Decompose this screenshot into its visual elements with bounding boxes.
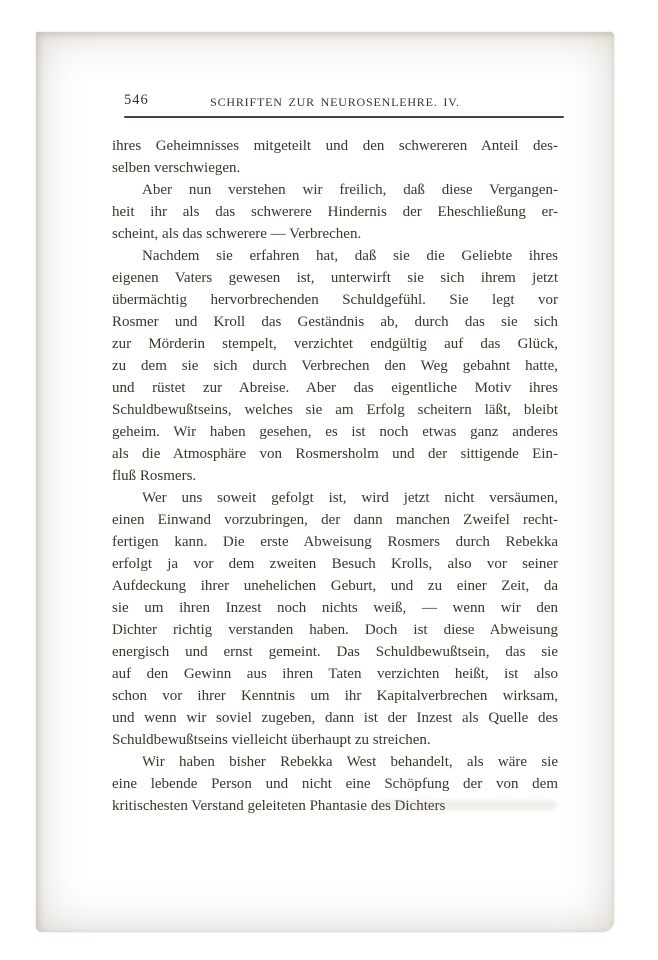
text-line: schon vor ihrer Kenntnis um ihr Kapitalverbrechen wirksam, [112, 688, 558, 704]
text-line: Nachdem sie erfahren hat, daß sie die Geliebte ihres [142, 248, 558, 264]
book-page [36, 32, 614, 932]
text-line: Wer uns soweit gefolgt ist, wird jetzt nicht versäumen, [142, 490, 558, 506]
text-line: energisch und ernst gemeint. Das Schuldbewußtsein, das sie [112, 644, 558, 660]
text-line: Rosmer und Kroll das Geständnis ab, durch das sie sich [112, 314, 558, 330]
running-header: SCHRIFTEN ZUR NEUROSENLEHRE. IV. [210, 95, 460, 109]
text-line: und rüstet zur Abreise. Aber das eigentliche Motiv ihres [112, 380, 558, 396]
text-line: auf den Gewinn aus ihren Taten verzichten heißt, ist also [112, 666, 558, 682]
text-line: eine lebende Person und nicht eine Schöpfung der von dem [112, 776, 558, 792]
text-line: Dichter richtig verstanden haben. Doch ist diese Abweisung [112, 622, 558, 638]
text-line: scheint, als das schwerere — Verbrechen. [112, 226, 362, 242]
text-line: zur Mörderin stempelt, verzichtet endgültig auf das Glück, [112, 336, 558, 352]
page-number: 546 [124, 92, 149, 108]
text-line: geheim. Wir haben gesehen, es ist noch etwas ganz anderes [112, 424, 558, 440]
paragraph [112, 245, 558, 487]
text-line: ihres Geheimnisses mitgeteilt und den schwereren Anteil des- [112, 138, 558, 154]
paragraph [112, 487, 558, 751]
text-line: eigenen Vaters gewesen ist, unterwirft sie sich ihrem jetzt [112, 270, 558, 286]
text-line: fluß Rosmers. [112, 468, 197, 484]
text-line: übermächtig hervorbrechenden Schuldgefühl. Sie legt vor [112, 292, 558, 308]
text-line: selben verschwiegen. [112, 160, 241, 176]
text-line: Schuldbewußtseins, welches sie am Erfolg scheitern läßt, bleibt [112, 402, 558, 418]
text-line: heit ihr als das schwerere Hindernis der Eheschließung er- [112, 204, 558, 220]
paragraph [112, 179, 558, 245]
header-rule [124, 116, 564, 118]
text-line: und wenn wir soviel zugeben, dann ist der Inzest als Quelle des [112, 710, 558, 726]
text-line: sie um ihren Inzest noch nichts weiß, — wenn wir den [112, 600, 558, 616]
text-line: als die Atmosphäre von Rosmersholm und der sittigende Ein- [112, 446, 558, 462]
text-line: zu dem sie sich durch Verbrechen den Weg gebahnt hatte, [112, 358, 558, 374]
text-line: Schuldbewußtseins vielleicht überhaupt zu streichen. [112, 732, 431, 748]
text-line: erfolgt ja vor dem zweiten Besuch Krolls, also vor seiner [112, 556, 558, 572]
text-line: einen Einwand vorzubringen, der dann manchen Zweifel recht- [112, 512, 558, 528]
paragraph [112, 135, 558, 179]
text-line: fertigen kann. Die erste Abweisung Rosmers durch Rebekka [112, 534, 558, 550]
text-line: Wir haben bisher Rebekka West behandelt, als wäre sie [142, 754, 558, 770]
text-line: Aufdeckung ihrer unehelichen Geburt, und zu einer Zeit, da [112, 578, 558, 594]
page-body [112, 135, 558, 817]
text-line: kritischesten Verstand geleiteten Phantasie des Dichters [112, 798, 446, 814]
show-through-mark [376, 800, 556, 810]
text-line: Aber nun verstehen wir freilich, daß diese Vergangen- [142, 182, 558, 198]
